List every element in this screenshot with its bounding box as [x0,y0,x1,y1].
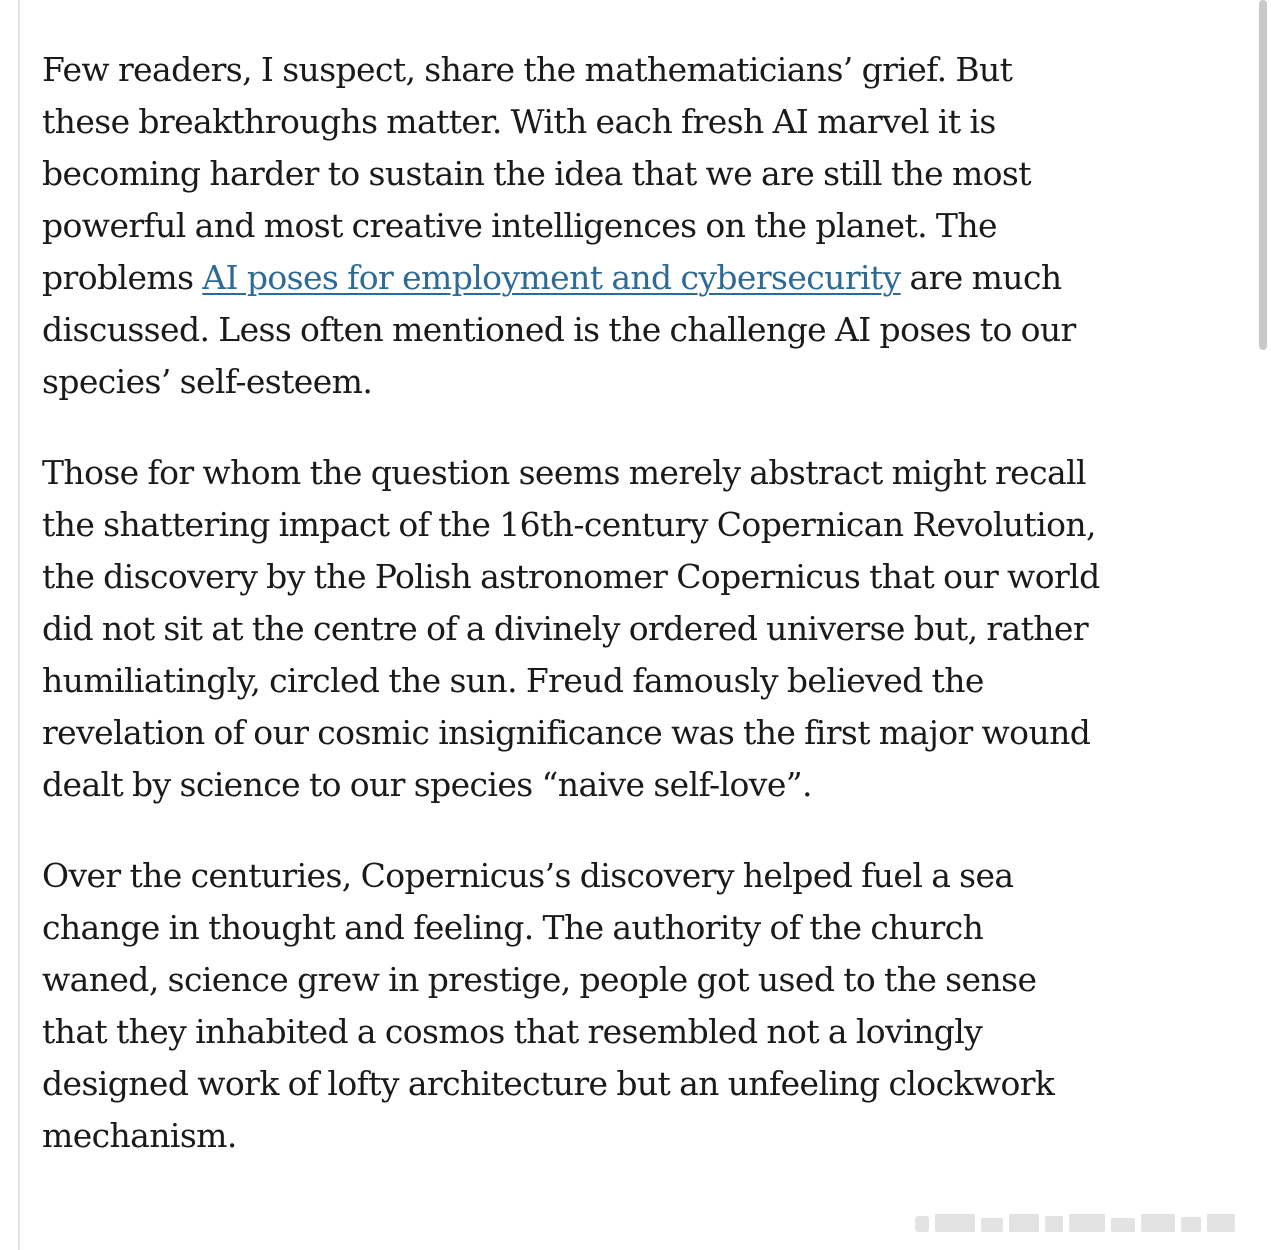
scrollbar-thumb[interactable] [1259,0,1267,350]
paragraph-1 [42,44,1102,408]
employment-cybersecurity-link[interactable]: AI poses for employment and cybersecurity [202,258,901,297]
left-border-rule [18,0,20,1250]
paragraph-1-text-before: Few readers, I suspect, share the mathematicians’ grief. But these breakthroughs matter. With each fresh AI marvel it is becoming harder to sustain the idea that we are still the most powerful and most creative intelligences on the planet. The problems [42,50,1031,297]
paragraph-3: Over the centuries, Copernicus’s discovery helped fuel a sea change in thought and feeling. The authority of the church waned, science grew in prestige, people got used to the sense that they inhabited a cosmos that resembled not a lovingly designed work of lofty architecture but an unfeeling clockwork mechanism. [42,856,1055,1155]
article-body [42,44,1102,1201]
paragraph-2: Those for whom the question seems merely abstract might recall the shattering impact of the 16th-century Copernican Revolution, the discovery by the Polish astronomer Copernicus that our world did not sit at the centre of a divinely ordered universe but, rather humiliatingly, circled the sun. Freud famously believed the revelation of our cosmic insignificance was the first major wound dealt by science to our species “naive self-love”. [42,453,1100,804]
watermark-logo-icon [915,1208,1235,1238]
paragraph-1-text-after: are much discussed. Less often mentioned is the challenge AI poses to our species’ self-esteem. [42,258,1076,401]
